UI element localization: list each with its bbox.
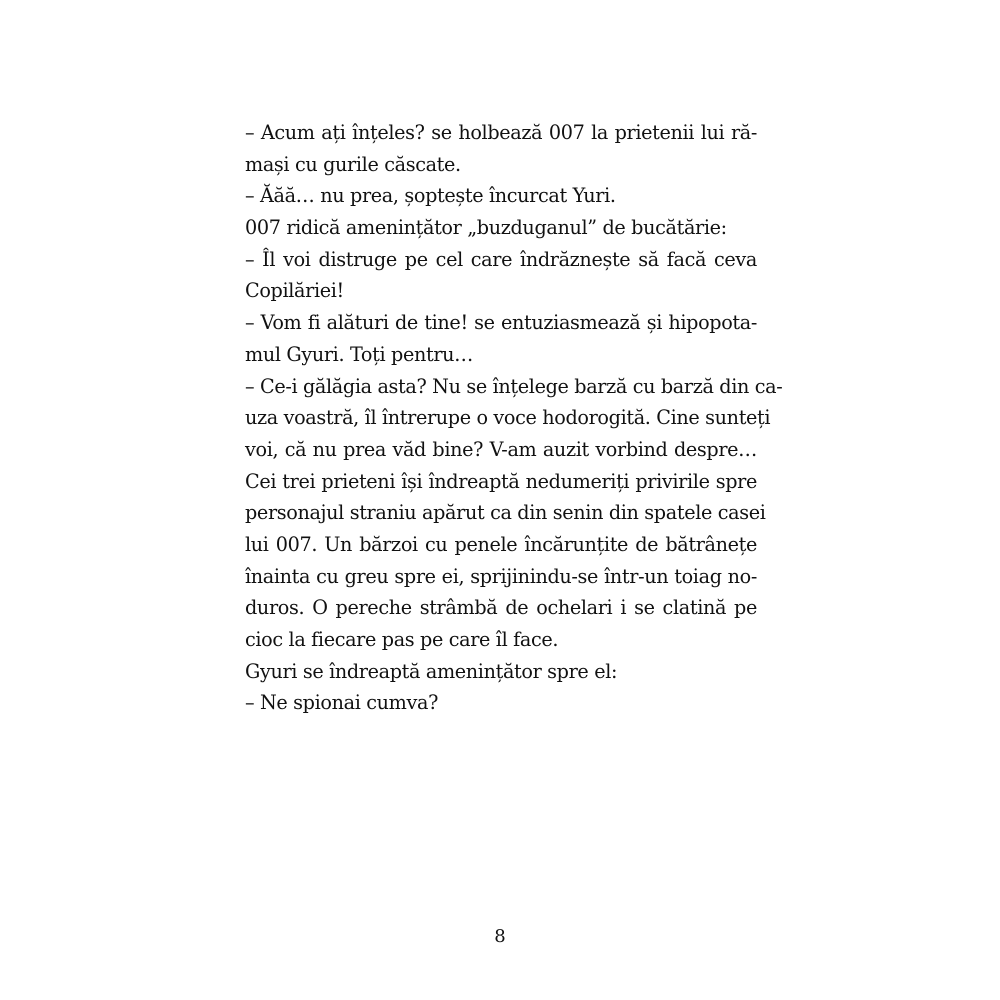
- text-line: Cei trei prieteni își îndreaptă nedumeriți privirile spre: [245, 469, 757, 493]
- text-line: uza voastră, îl întrerupe o voce hodorogită. Cine sunteți: [245, 406, 771, 430]
- text-line: Copilăriei!: [245, 279, 344, 303]
- text-line: mul Gyuri. Toți pentru…: [245, 342, 473, 366]
- text-line: lui 007. Un bărzoi cu penele încărunțite de bătrânețe: [245, 532, 757, 556]
- text-line: – Ce-i gălăgia asta? Nu se înțelege barză cu barză din ca-: [245, 374, 783, 398]
- text-line: duros. O pereche strâmbă de ochelari i se clatină pe: [245, 596, 757, 620]
- text-line: 007 ridică amenințător „buzduganul” de bucătărie:: [245, 216, 727, 240]
- text-line: – Ne spionai cumva?: [245, 691, 439, 715]
- text-line: – Ăăă… nu prea, șoptește încurcat Yuri.: [245, 184, 616, 208]
- text-line: cioc la fiecare pas pe care îl face.: [245, 628, 559, 651]
- text-line: Gyuri se îndreaptă amenințător spre el:: [245, 659, 618, 683]
- text-line: – Acum ați înțeles? se holbează 007 la prietenii lui ră-: [245, 121, 757, 144]
- text-line: personajul straniu apărut ca din senin din spatele casei: [245, 501, 766, 525]
- text-line: mași cu gurile căscate.: [245, 152, 461, 176]
- text-line: voi, că nu prea văd bine? V-am auzit vorbind despre…: [245, 437, 757, 461]
- text-line: – Vom fi alături de tine! se entuziasmează și hipopota-: [245, 311, 757, 335]
- text-line: – Îl voi distruge pe cel care îndrăznește să facă ceva: [245, 247, 757, 271]
- text-line: înainta cu greu spre ei, sprijinindu-se într-un toiag no-: [245, 564, 757, 588]
- page-number: 8: [494, 926, 506, 947]
- body-text: [245, 117, 783, 719]
